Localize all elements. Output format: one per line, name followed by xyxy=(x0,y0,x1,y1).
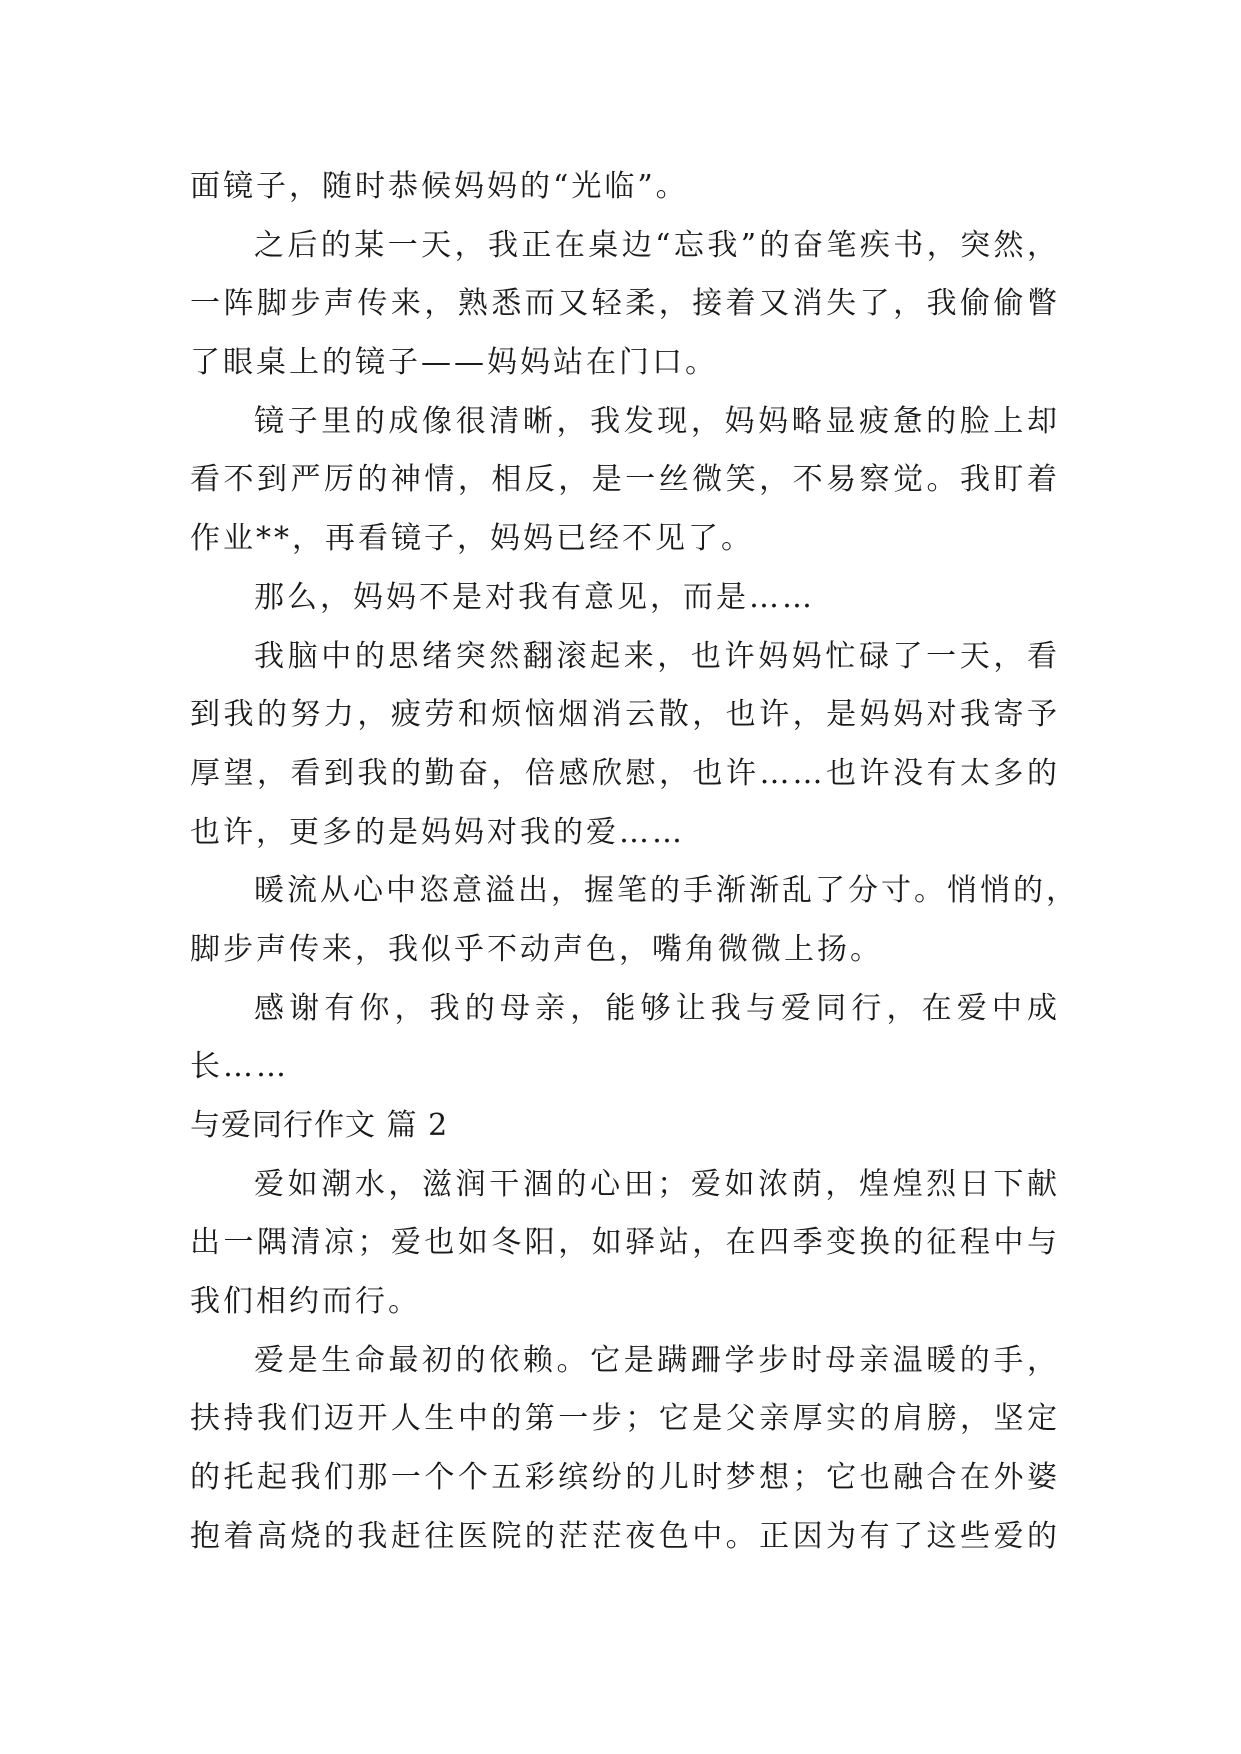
text-line: 了眼桌上的镜子——妈妈站在门口。 xyxy=(190,345,718,381)
text-line: 脚步声传来，我似乎不动声色，嘴角微微上扬。 xyxy=(190,931,883,967)
text-line: 抱着高烧的我赶往医院的茫茫夜色中。正因为有了这些爱的 xyxy=(190,1518,1060,1554)
text-line: 我脑中的思绪突然翻滚起来，也许妈妈忙碌了一天，看 xyxy=(254,638,1060,674)
text-line: 暖流从心中恣意溢出，握笔的手渐渐乱了分寸。悄悄的， xyxy=(254,873,1079,909)
text-line: 一阵脚步声传来，熟悉而又轻柔，接着又消失了，我偷偷瞥 xyxy=(190,286,1060,322)
text-line: 爱如潮水，滋润干涸的心田；爱如浓荫，煌煌烈日下献 xyxy=(254,1166,1060,1202)
text-line: 作业**，再看镜子，妈妈已经不见了。 xyxy=(190,521,754,557)
text-line: 镜子里的成像很清晰，我发现，妈妈略显疲惫的脸上却 xyxy=(254,403,1060,439)
text-line: 的托起我们那一个个五彩缤纷的儿时梦想；它也融合在外婆 xyxy=(190,1460,1060,1496)
text-line: 那么，妈妈不是对我有意见，而是…… xyxy=(254,579,815,615)
text-line: 出一隅清凉；爱也如冬阳，如驿站，在四季变换的征程中与 xyxy=(190,1225,1060,1261)
text-line: 之后的某一天，我正在桌边“忘我”的奋笔疾书，突然， xyxy=(254,227,1060,263)
text-line: 感谢有你，我的母亲，能够让我与爱同行，在爱中成 xyxy=(254,990,1060,1026)
text-line: 到我的努力，疲劳和烦恼烟消云散，也许，是妈妈对我寄予 xyxy=(190,697,1060,733)
document-body xyxy=(190,158,1079,1567)
text-line: 厚望，看到我的勤奋，倍感欣慰，也许……也许没有太多的 xyxy=(190,755,1060,791)
section-heading: 与爱同行作文 篇 2 xyxy=(190,1108,449,1143)
text-line: 也许，更多的是妈妈对我的爱…… xyxy=(190,814,685,850)
text-line: 爱是生命最初的依赖。它是蹒跚学步时母亲温暖的手， xyxy=(254,1342,1060,1378)
text-line: 面镜子，随时恭候妈妈的“光临”。 xyxy=(190,169,689,204)
text-line: 看不到严厉的神情，相反，是一丝微笑，不易察觉。我盯着 xyxy=(190,462,1060,498)
text-line: 扶持我们迈开人生中的第一步；它是父亲厚实的肩膀，坚定 xyxy=(190,1401,1060,1437)
text-line: 长…… xyxy=(190,1049,289,1085)
text-line: 我们相约而行。 xyxy=(190,1284,421,1320)
